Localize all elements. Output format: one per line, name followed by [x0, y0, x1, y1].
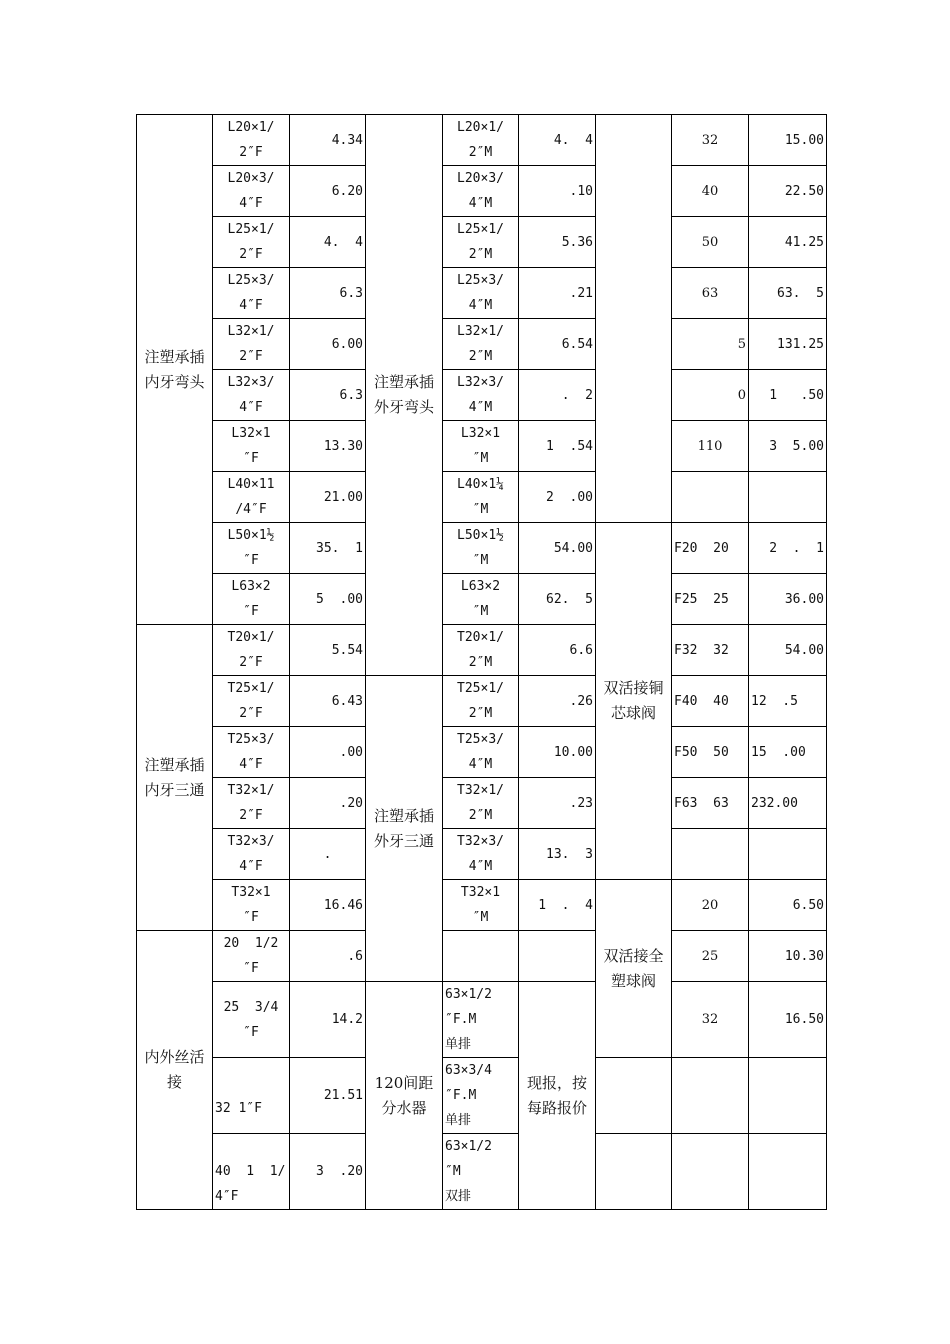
spec-cell: T32×1/ 2″F [213, 778, 290, 829]
category-outer-elbow: 注塑承插外牙弯头 [366, 115, 443, 676]
price-cell: 6.6 [519, 625, 596, 676]
table-row [137, 370, 827, 421]
spec-cell: T32×1 ″F [213, 880, 290, 931]
price-cell: 14.2 [290, 982, 366, 1058]
price-cell: 131.25 [749, 319, 827, 370]
size-cell: 0 [672, 370, 749, 421]
category-union: 内外丝活接 [137, 931, 213, 1210]
spec-cell: L25×1/ 2″M [443, 217, 519, 268]
size-cell: 32 [672, 115, 749, 166]
spec-cell: T32×3/ 4″F [213, 829, 290, 880]
price-cell: 6.3 [290, 370, 366, 421]
spec-cell: L50×1½ ″F [213, 523, 290, 574]
spec-cell: L50×1½ ″M [443, 523, 519, 574]
price-cell [749, 1058, 827, 1134]
size-cell: F32 32 [672, 625, 749, 676]
size-cell [672, 472, 749, 523]
price-cell: 21.00 [290, 472, 366, 523]
price-cell: 54.00 [749, 625, 827, 676]
table-row [137, 217, 827, 268]
price-cell [749, 472, 827, 523]
price-cell: 5.54 [290, 625, 366, 676]
price-cell: 6.54 [519, 319, 596, 370]
size-cell: 32 [672, 982, 749, 1058]
category-blank [596, 115, 672, 523]
spec-cell: L25×1/ 2″F [213, 217, 290, 268]
size-cell [672, 1058, 749, 1134]
price-cell: .26 [519, 676, 596, 727]
spec-cell: L32×3/ 4″M [443, 370, 519, 421]
price-cell: .23 [519, 778, 596, 829]
size-cell: F40 40 [672, 676, 749, 727]
size-cell: 20 [672, 880, 749, 931]
price-cell: 41.25 [749, 217, 827, 268]
price-cell: .20 [290, 778, 366, 829]
spec-cell: L32×1 ″M [443, 421, 519, 472]
spec-cell: L20×1/ 2″M [443, 115, 519, 166]
spec-cell: L40×1¼ ″M [443, 472, 519, 523]
spec-cell [443, 931, 519, 982]
size-cell: F20 20 [672, 523, 749, 574]
price-cell: . 2 [519, 370, 596, 421]
spec-cell: T32×3/ 4″M [443, 829, 519, 880]
spec-cell: T25×1/ 2″F [213, 676, 290, 727]
price-cell: 54.00 [519, 523, 596, 574]
price-cell [519, 931, 596, 982]
spec-cell: L32×1/ 2″F [213, 319, 290, 370]
size-cell [672, 829, 749, 880]
price-table [136, 114, 827, 1210]
table-row [137, 472, 827, 523]
category-inner-tee: 注塑承插内牙三通 [137, 625, 213, 931]
category-plastic-valve: 双活接全塑球阀 [596, 880, 672, 1058]
size-cell: 50 [672, 217, 749, 268]
spec-cell: T25×1/ 2″M [443, 676, 519, 727]
spec-cell: 32 1″F [213, 1058, 290, 1134]
price-cell: 6.3 [290, 268, 366, 319]
table-row [137, 982, 827, 1058]
table-row [137, 727, 827, 778]
price-cell: 16.46 [290, 880, 366, 931]
price-cell: 15 .00 [749, 727, 827, 778]
empty-cell [596, 1134, 672, 1210]
price-cell: .10 [519, 166, 596, 217]
spec-cell: T32×1/ 2″M [443, 778, 519, 829]
spec-cell: L25×3/ 4″F [213, 268, 290, 319]
price-cell: 35. 1 [290, 523, 366, 574]
price-cell: 6.50 [749, 880, 827, 931]
category-outer-tee: 注塑承插外牙三通 [366, 676, 443, 982]
note-cell: 现报，按每路报价 [519, 982, 596, 1210]
table-row [137, 1058, 827, 1134]
spec-cell: 25 3/4 ″F [213, 982, 290, 1058]
spec-cell: L40×11 /4″F [213, 472, 290, 523]
price-cell: 10.30 [749, 931, 827, 982]
table-row [137, 1134, 827, 1210]
spec-cell: 63×3/4 ″F.M 单排 [443, 1058, 519, 1134]
table-row [137, 268, 827, 319]
price-cell: . [290, 829, 366, 880]
price-cell: 15.00 [749, 115, 827, 166]
price-cell: 5.36 [519, 217, 596, 268]
table-row [137, 676, 827, 727]
price-cell: 62. 5 [519, 574, 596, 625]
size-cell: 25 [672, 931, 749, 982]
price-cell: 21.51 [290, 1058, 366, 1134]
size-cell: 5 [672, 319, 749, 370]
size-cell: F25 25 [672, 574, 749, 625]
spec-cell: T20×1/ 2″M [443, 625, 519, 676]
size-cell: 40 [672, 166, 749, 217]
price-cell: 10.00 [519, 727, 596, 778]
spec-cell: 40 1 1/ 4″F [213, 1134, 290, 1210]
price-cell: 16.50 [749, 982, 827, 1058]
price-cell: 22.50 [749, 166, 827, 217]
price-cell: 2 .00 [519, 472, 596, 523]
table-row [137, 115, 827, 166]
price-cell: 5 .00 [290, 574, 366, 625]
price-cell: 6.43 [290, 676, 366, 727]
size-cell: 110 [672, 421, 749, 472]
size-cell: F63 63 [672, 778, 749, 829]
spec-cell: L20×1/ 2″F [213, 115, 290, 166]
spec-cell: L63×2 ″M [443, 574, 519, 625]
spec-cell: L25×3/ 4″M [443, 268, 519, 319]
spec-cell: T25×3/ 4″F [213, 727, 290, 778]
spec-cell: L32×1/ 2″M [443, 319, 519, 370]
spec-cell: 63×1/2 ″F.M 单排 [443, 982, 519, 1058]
price-cell: 6.20 [290, 166, 366, 217]
spec-cell: 20 1/2 ″F [213, 931, 290, 982]
price-cell: 6.00 [290, 319, 366, 370]
table-row [137, 880, 827, 931]
spec-cell: L32×3/ 4″F [213, 370, 290, 421]
spec-cell: L63×2 ″F [213, 574, 290, 625]
table-row [137, 574, 827, 625]
spec-cell: L32×1 ″F [213, 421, 290, 472]
price-cell: .00 [290, 727, 366, 778]
table-row [137, 778, 827, 829]
price-cell: .6 [290, 931, 366, 982]
size-cell: 63 [672, 268, 749, 319]
price-cell: 4. 4 [519, 115, 596, 166]
spec-cell: L20×3/ 4″M [443, 166, 519, 217]
table-row [137, 829, 827, 880]
price-cell: 232.00 [749, 778, 827, 829]
price-cell: 13. 3 [519, 829, 596, 880]
price-cell: 4.34 [290, 115, 366, 166]
price-cell: 1 . 4 [519, 880, 596, 931]
price-cell: 3 5.00 [749, 421, 827, 472]
price-cell: 13.30 [290, 421, 366, 472]
price-cell: 1 .54 [519, 421, 596, 472]
spec-cell: T32×1 ″M [443, 880, 519, 931]
price-cell [749, 1134, 827, 1210]
price-cell: .21 [519, 268, 596, 319]
price-cell: 36.00 [749, 574, 827, 625]
spec-cell: T20×1/ 2″F [213, 625, 290, 676]
price-cell: 1 .50 [749, 370, 827, 421]
price-cell: 63. 5 [749, 268, 827, 319]
table-row [137, 166, 827, 217]
price-cell: 12 .5 [749, 676, 827, 727]
category-inner-elbow: 注塑承插内牙弯头 [137, 115, 213, 625]
price-cell: 3 .20 [290, 1134, 366, 1210]
size-cell [672, 1134, 749, 1210]
table-row [137, 625, 827, 676]
price-cell: 4. 4 [290, 217, 366, 268]
empty-cell [596, 1058, 672, 1134]
table-row [137, 421, 827, 472]
table-row [137, 319, 827, 370]
spec-cell: T25×3/ 4″M [443, 727, 519, 778]
category-manifold: 120间距分水器 [366, 982, 443, 1210]
category-brass-valve: 双活接铜芯球阀 [596, 523, 672, 880]
table-row [137, 931, 827, 982]
table-row [137, 523, 827, 574]
price-cell [749, 829, 827, 880]
spec-cell: 63×1/2 ″M 双排 [443, 1134, 519, 1210]
size-cell: F50 50 [672, 727, 749, 778]
spec-cell: L20×3/ 4″F [213, 166, 290, 217]
price-cell: 2 . 1 [749, 523, 827, 574]
